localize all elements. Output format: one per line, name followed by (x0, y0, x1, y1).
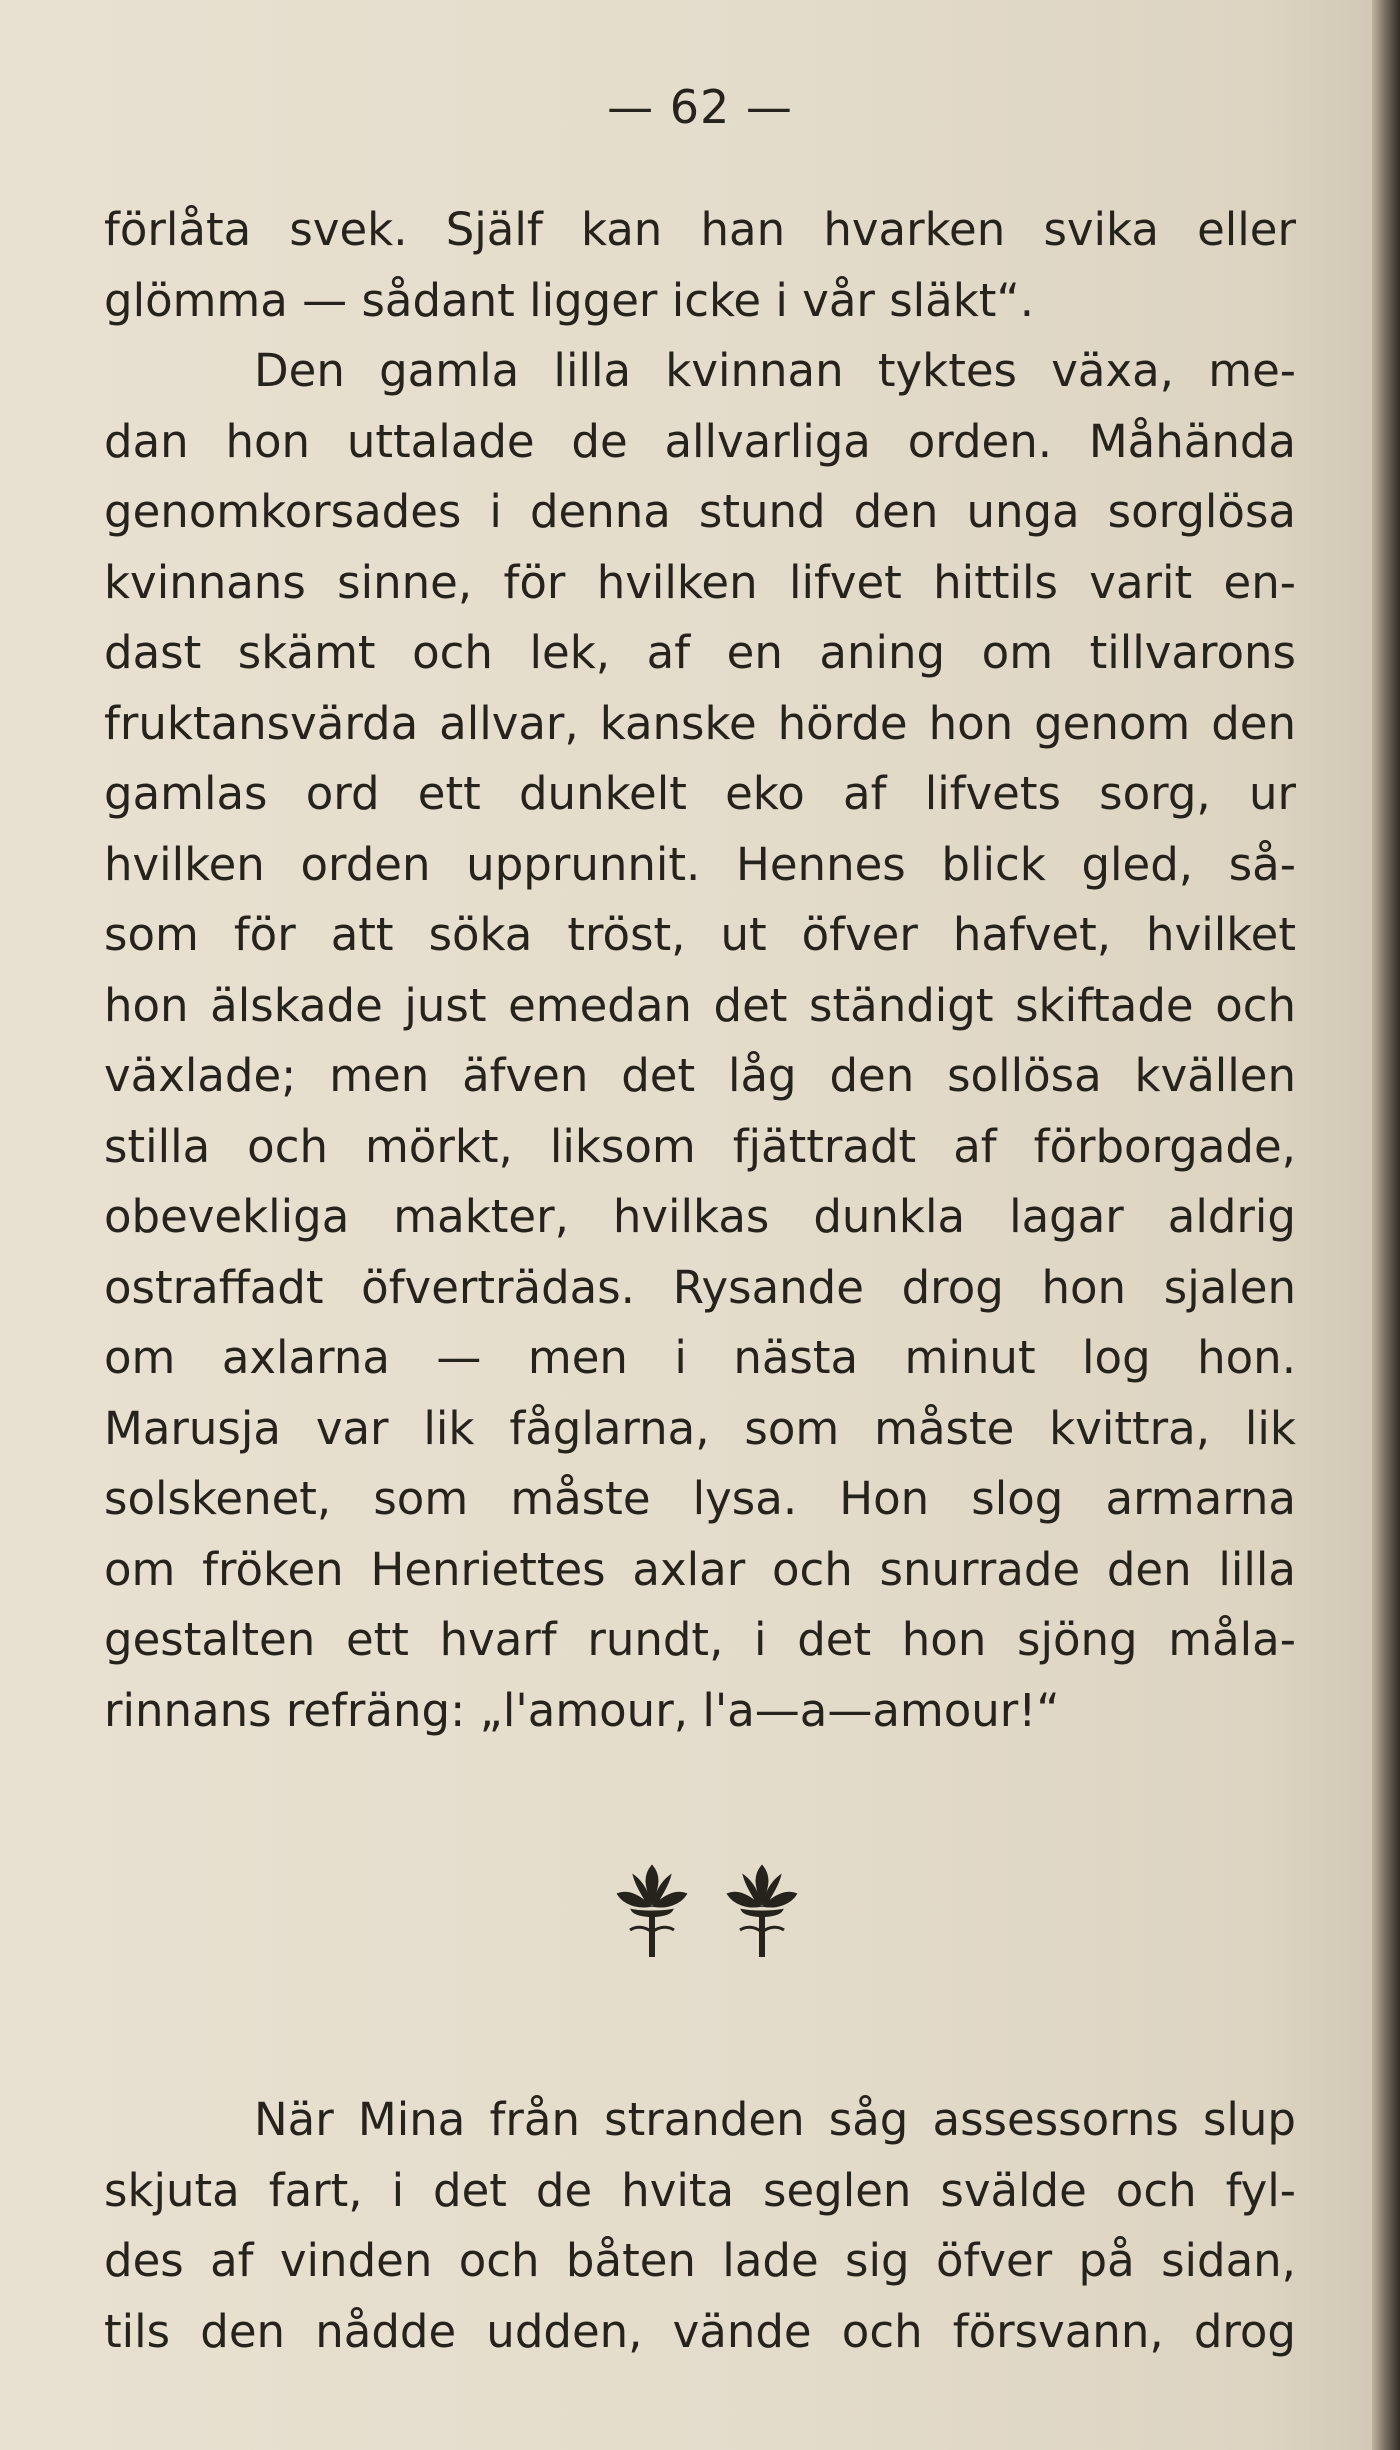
flower-ornament-icon (612, 1860, 692, 1960)
page-edge-shadow (1372, 0, 1400, 2450)
text-line: kvinnans sinne, för hvilken lifvet hittils varit en- (104, 555, 1296, 609)
section-divider (0, 1860, 1400, 1970)
text-section-2 (104, 2085, 1296, 2367)
paragraph-3 (104, 2085, 1296, 2367)
flower-ornament-icon (722, 1860, 802, 1960)
text-line: obevekliga makter, hvilkas dunkla lagar aldrig (104, 1190, 1296, 1243)
text-line: dan hon uttalade de allvarliga orden. Måhända (104, 414, 1296, 468)
paragraph-1 (104, 195, 1296, 336)
text-line: Den gamla lilla kvinnan tyktes växa, me- (254, 344, 1296, 397)
text-line: hon älskade just emedan det ständigt skiftade och (104, 978, 1296, 1032)
text-line: som för att söka tröst, ut öfver hafvet, hvilket (104, 908, 1296, 961)
text-line: stilla och mörkt, liksom fjättradt af förborgade, (104, 1119, 1296, 1173)
text-line: om fröken Henriettes axlar och snurrade den lilla (104, 1542, 1296, 1596)
text-line: växlade; men äfven det låg den sollösa kvällen (104, 1049, 1296, 1102)
text-line: dast skämt och lek, af en aning om tillvarons (104, 626, 1296, 679)
text-section-1 (104, 195, 1296, 1746)
text-line: gamlas ord ett dunkelt eko af lifvets sorg, ur (104, 767, 1296, 820)
text-line: förlåta svek. Själf kan han hvarken svika eller (104, 203, 1296, 256)
paragraph-2 (104, 336, 1296, 1746)
text-line: Marusja var lik fåglarna, som måste kvittra, lik (104, 1401, 1296, 1455)
text-line: genomkorsades i denna stund den unga sorglösa (104, 485, 1296, 538)
text-line: rinnans refräng: „l'amour, l'a—a—amour!“ (104, 1683, 1060, 1737)
text-line: fruktansvärda allvar, kanske hörde hon genom den (104, 696, 1296, 750)
text-line: hvilken orden upprunnit. Hennes blick gled, så- (104, 837, 1296, 891)
text-line: gestalten ett hvarf rundt, i det hon sjöng måla- (104, 1613, 1296, 1666)
text-line: När Mina från stranden såg assessorns slup (254, 2093, 1296, 2146)
text-line: tils den nådde udden, vände och försvann, drog (104, 2304, 1296, 2358)
text-line: glömma — sådant ligger icke i vår släkt“. (104, 273, 1035, 327)
text-line: solskenet, som måste lysa. Hon slog armarna (104, 1472, 1296, 1525)
page-number: — 62 — (607, 80, 793, 134)
text-line: des af vinden och båten lade sig öfver på sidan, (104, 2234, 1296, 2287)
text-line: ostraffadt öfverträdas. Rysande drog hon sjalen (104, 1260, 1296, 1314)
text-line: om axlarna — men i nästa minut log hon. (104, 1331, 1296, 1384)
text-line: skjuta fart, i det de hvita seglen svälde och fyl- (104, 2163, 1296, 2217)
